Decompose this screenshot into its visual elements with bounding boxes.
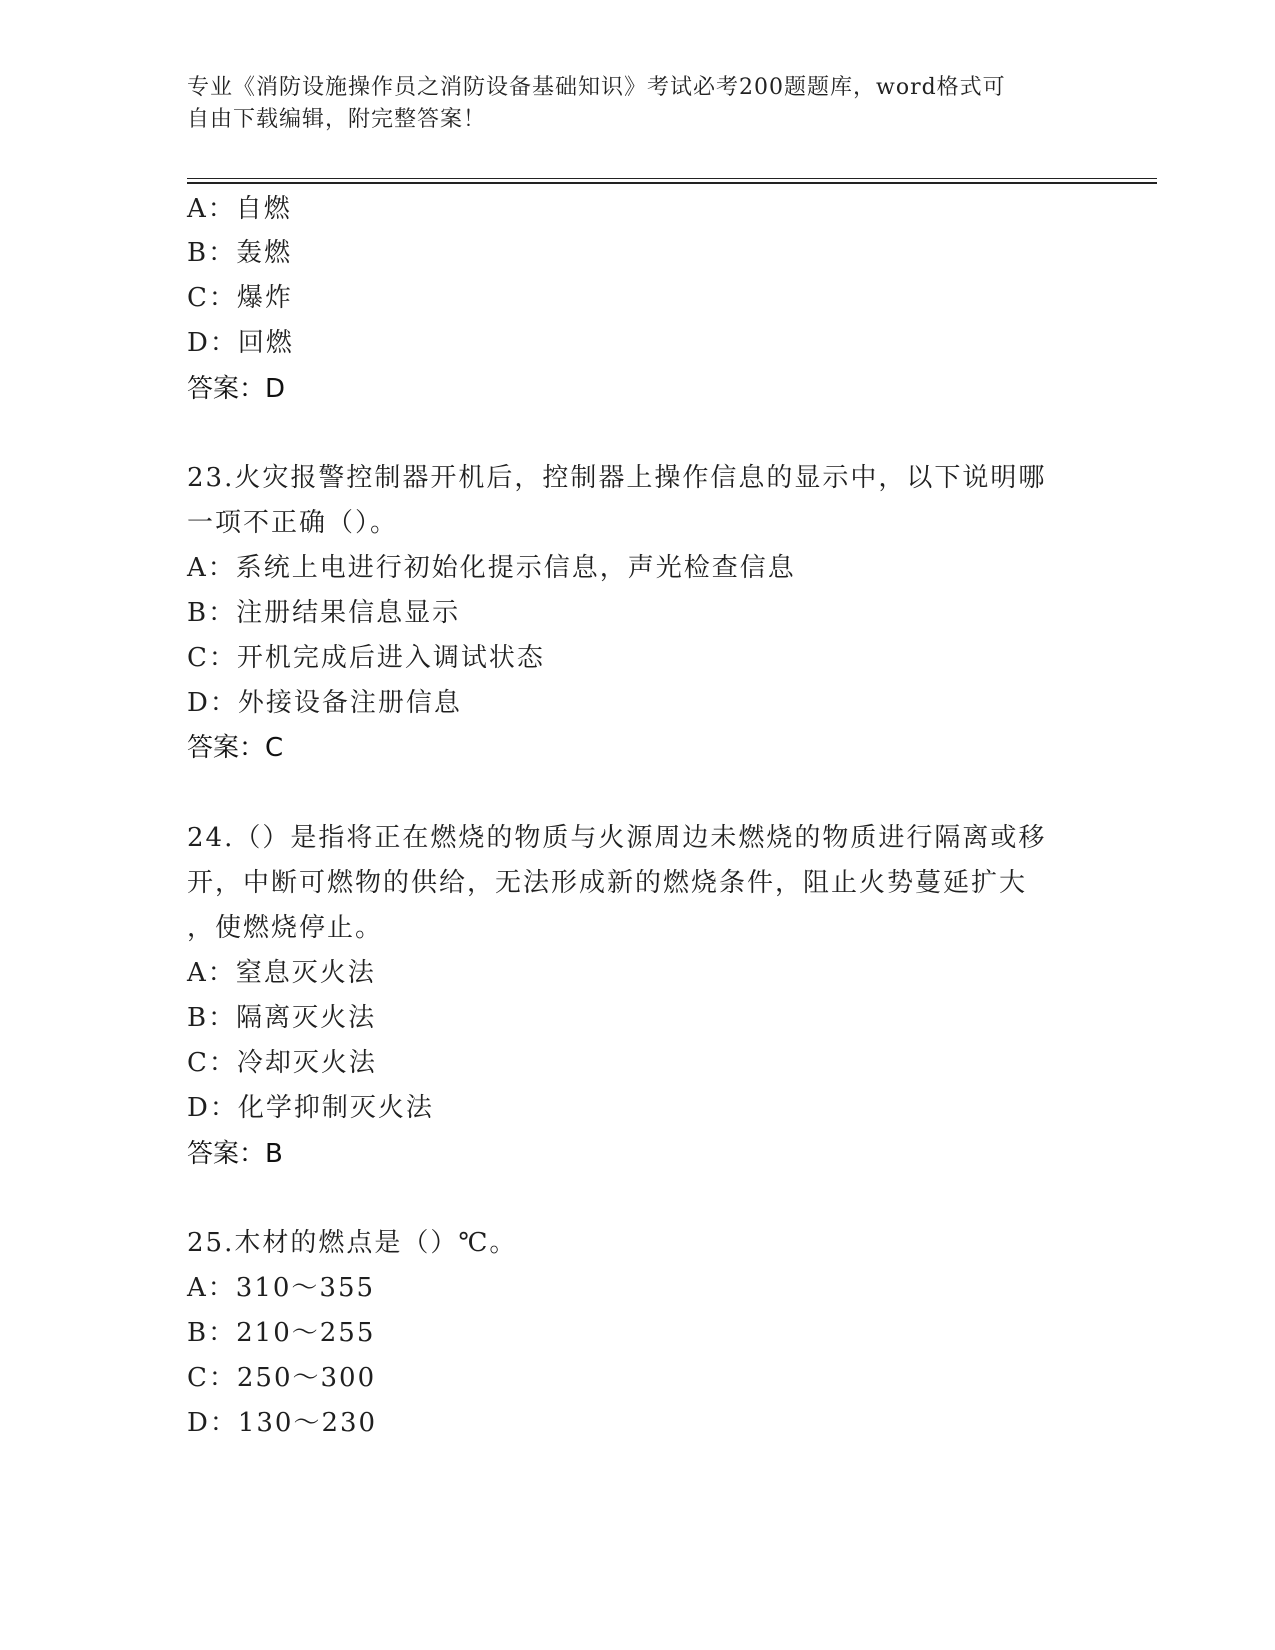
header-rule-bottom <box>187 182 1157 184</box>
q24-stem-line-3: ，使燃烧停止。 <box>187 913 384 943</box>
q25-option-d: D：130～230 <box>187 1408 378 1438</box>
q25-option-c: C：250～300 <box>187 1363 377 1393</box>
q23-option-d: D：外接设备注册信息 <box>187 688 462 718</box>
q24-answer: 答案：B <box>187 1139 283 1169</box>
q23-stem-line-1: 23.火灾报警控制器开机后，控制器上操作信息的显示中，以下说明哪 <box>187 463 1047 493</box>
q24-stem-line-2: 开，中断可燃物的供给，无法形成新的燃烧条件，阻止火势蔓延扩大 <box>187 868 1028 898</box>
q23-answer: 答案：C <box>187 733 284 763</box>
q24-option-b: B：隔离灭火法 <box>187 1003 377 1033</box>
q23-option-a: A：系统上电进行初始化提示信息，声光检查信息 <box>187 553 796 583</box>
header-line-2: 自由下载编辑，附完整答案！ <box>187 107 487 132</box>
q23-option-b: B：注册结果信息显示 <box>187 598 461 628</box>
q25-stem-line-1: 25.木材的燃点是（）℃。 <box>187 1228 518 1258</box>
q24-option-d: D：化学抑制灭火法 <box>187 1093 434 1123</box>
header-line-1: 专业《消防设施操作员之消防设备基础知识》考试必考200题题库，word格式可 <box>187 75 1006 100</box>
document-header <box>187 72 1087 136</box>
q24-stem-line-1: 24.（）是指将正在燃烧的物质与火源周边未燃烧的物质进行隔离或移 <box>187 823 1047 853</box>
q23-option-c: C：开机完成后进入调试状态 <box>187 643 545 673</box>
q24-option-c: C：冷却灭火法 <box>187 1048 377 1078</box>
header-rule-top <box>187 178 1157 179</box>
q23-stem-line-2: 一项不正确（）。 <box>187 508 399 538</box>
q22-option-d: D：回燃 <box>187 328 294 358</box>
q22-answer: 答案：D <box>187 374 286 404</box>
q22-option-c: C：爆炸 <box>187 283 293 313</box>
q25-option-a: A：310～355 <box>187 1273 376 1303</box>
q25-option-b: B：210～255 <box>187 1318 376 1348</box>
q24-option-a: A：窒息灭火法 <box>187 958 376 988</box>
q22-option-b: B：轰燃 <box>187 238 293 268</box>
q22-option-a: A：自燃 <box>187 194 292 224</box>
